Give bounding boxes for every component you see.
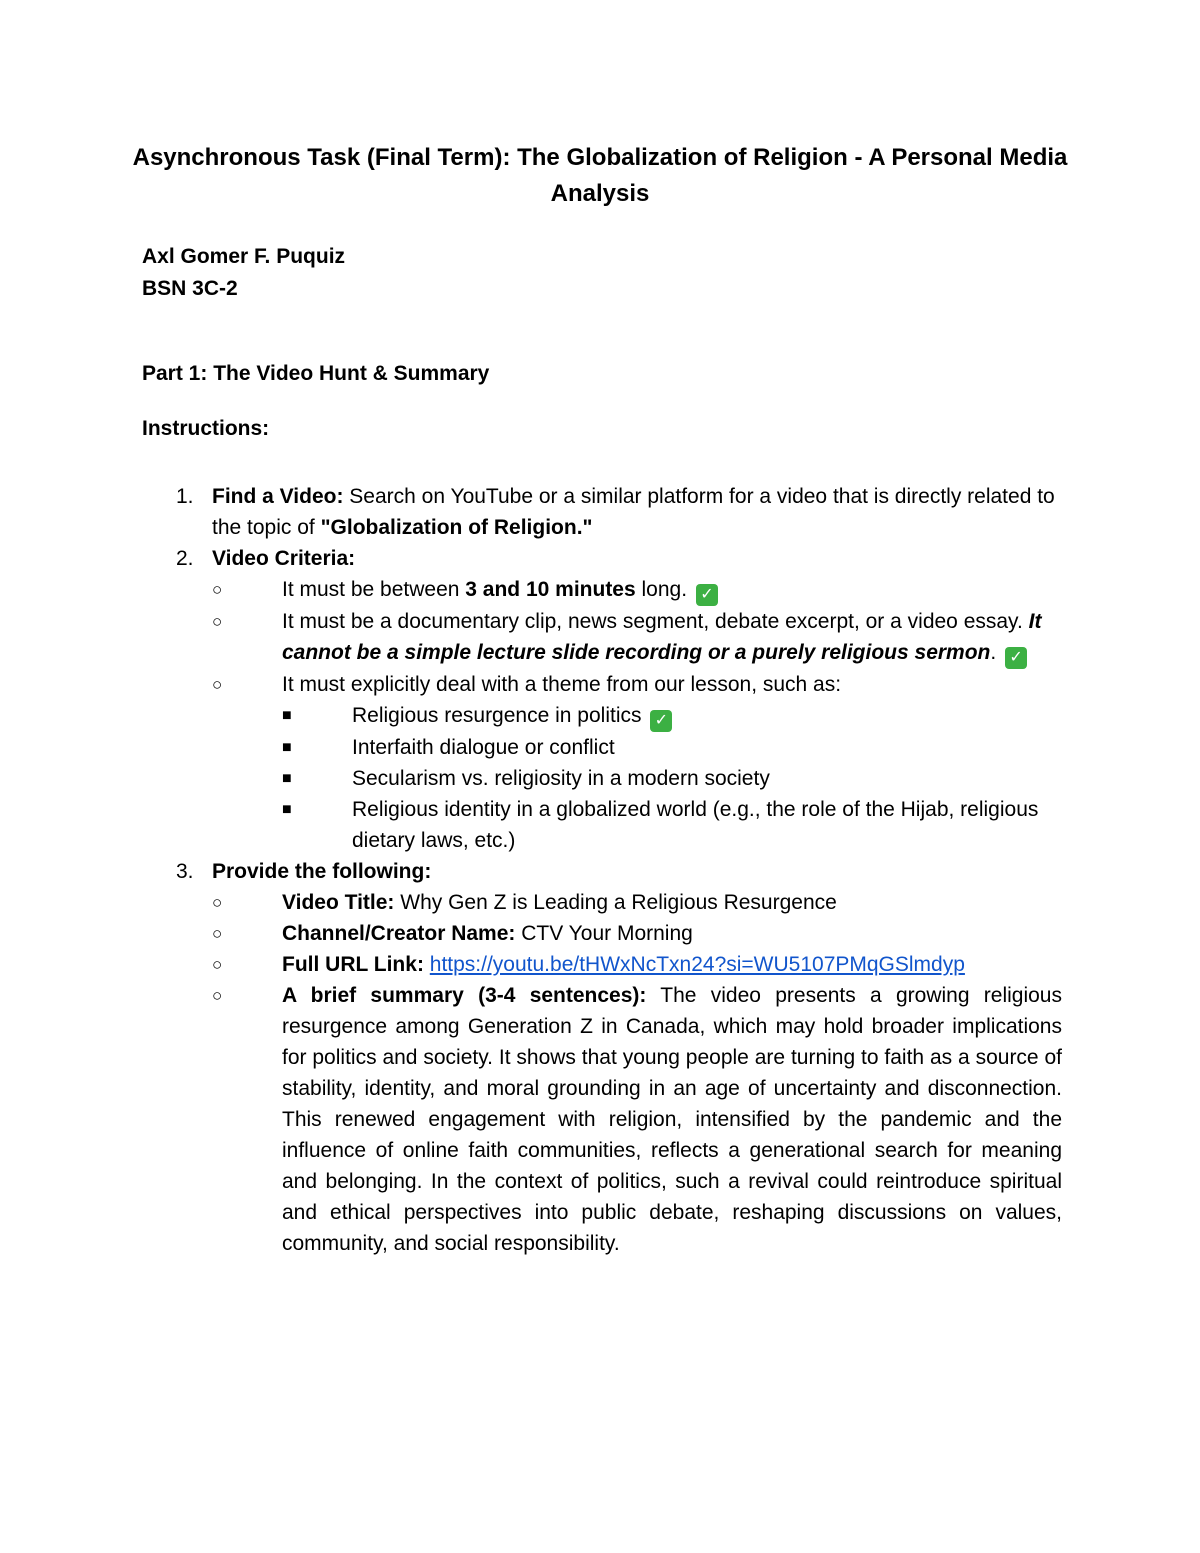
criteria-length: ○ It must be between 3 and 10 minutes long. ✓ <box>212 574 1062 606</box>
theme-item: ■ Religious resurgence in politics ✓ <box>282 700 1062 732</box>
video-title-item: ○ Video Title: Why Gen Z is Leading a Religious Resurgence <box>212 887 1062 918</box>
criteria-sublist <box>142 574 1062 856</box>
theme-item: ■ Secularism vs. religiosity in a modern society <box>282 763 1062 794</box>
channel-value: CTV Your Morning <box>515 922 693 945</box>
square-bullet-icon: ■ <box>282 707 292 724</box>
part-heading: Part 1: The Video Hunt & Summary <box>142 362 490 385</box>
list-item-video-criteria <box>142 543 1062 574</box>
summary-text: The video presents a growing religious resurgence among Generation Z in Canada, which may hold broader implications for politics and society. It shows that young people are turning to faith as a source of stability, identity, and moral grounding in an age of uncertainty and disconnection. This renewed engagement with religion, intensified by the pandemic and the influence of online faith communities, reflects a generational search for meaning and belonging. In the context of politics, such a revival could reintroduce spiritual and ethical perspectives into public debate, reshaping discussions on values, community, and social responsibility. <box>282 984 1062 1255</box>
list-item-provide <box>142 856 1062 887</box>
item-number: 3. <box>176 860 194 883</box>
criteria-label: Video Criteria: <box>212 547 356 570</box>
author-name: Axl Gomer F. Puquiz <box>142 245 346 268</box>
find-video-text: Search on YouTube or a similar platform for a video that is directly related to the topic of <box>212 485 1055 539</box>
item-number: 1. <box>176 485 194 508</box>
emphasis-text: It cannot be a simple lecture slide recording or a purely religious sermon <box>282 610 1042 664</box>
hollow-bullet-icon: ○ <box>212 955 223 974</box>
video-url-link[interactable]: https://youtu.be/tHWxNcTxn24?si=WU5107PMqGSlmdyp <box>429 953 965 976</box>
square-bullet-icon: ■ <box>282 739 292 756</box>
section-label: BSN 3C-2 <box>142 277 238 300</box>
list-item-find-video <box>142 481 1062 543</box>
hollow-bullet-icon: ○ <box>212 675 223 694</box>
instruction-list <box>142 481 1062 1259</box>
hollow-bullet-icon: ○ <box>212 986 223 1005</box>
hollow-bullet-icon: ○ <box>212 924 223 943</box>
provide-label: Provide the following: <box>212 860 432 883</box>
channel-item: ○ Channel/Creator Name: CTV Your Morning <box>212 918 1062 949</box>
hollow-bullet-icon: ○ <box>212 612 223 631</box>
criteria-theme: ○ It must explicitly deal with a theme from our lesson, such as: ■ Religious resurgence in politics ✓ ■ Interfaith dialogue or conflict ■ Secularism vs. religiosity in a modern society ■ Religious identity in a globalized world (e.g., the role of the Hijab, religious dietary laws, etc.) <box>212 669 1062 856</box>
topic-text: "Globalization of Religion." <box>320 516 593 539</box>
theme-item: ■ Religious identity in a globalized world (e.g., the role of the Hijab, religious dietary laws, etc.) <box>282 794 1062 856</box>
check-mark-icon: ✓ <box>1005 647 1027 669</box>
theme-list <box>282 700 1062 856</box>
square-bullet-icon: ■ <box>282 801 292 818</box>
theme-item: ■ Interfaith dialogue or conflict <box>282 732 1062 763</box>
item-number: 2. <box>176 547 194 570</box>
video-title-value: Why Gen Z is Leading a Religious Resurgence <box>394 891 837 914</box>
summary-item: ○ A brief summary (3-4 sentences): The video presents a growing religious resurgence among Generation Z in Canada, which may hold broader implications for politics and society. It shows that young people are turning to faith as a source of stability, identity, and moral grounding in an age of uncertainty and disconnection. This renewed engagement with religion, intensified by the pandemic and the influence of online faith communities, reflects a generational search for meaning and belonging. In the context of politics, such a revival could reintroduce spiritual and ethical perspectives into public debate, reshaping discussions on values, community, and social responsibility. <box>212 980 1062 1259</box>
url-item: ○ Full URL Link: https://youtu.be/tHWxNcTxn24?si=WU5107PMqGSlmdyp <box>212 949 1062 980</box>
hollow-bullet-icon: ○ <box>212 893 223 912</box>
check-mark-icon: ✓ <box>650 710 672 732</box>
criteria-type: ○ It must be a documentary clip, news segment, debate excerpt, or a video essay. It cannot be a simple lecture slide recording or a purely religious sermon. ✓ <box>212 606 1062 669</box>
instructions-label: Instructions: <box>142 417 270 440</box>
check-mark-icon: ✓ <box>696 584 718 606</box>
square-bullet-icon: ■ <box>282 770 292 787</box>
hollow-bullet-icon: ○ <box>212 580 223 599</box>
provide-sublist <box>142 887 1062 1259</box>
find-video-label: Find a Video: <box>212 485 344 508</box>
document-title: Asynchronous Task (Final Term): The Globalization of Religion - A Personal Media Analysis <box>132 144 1068 207</box>
